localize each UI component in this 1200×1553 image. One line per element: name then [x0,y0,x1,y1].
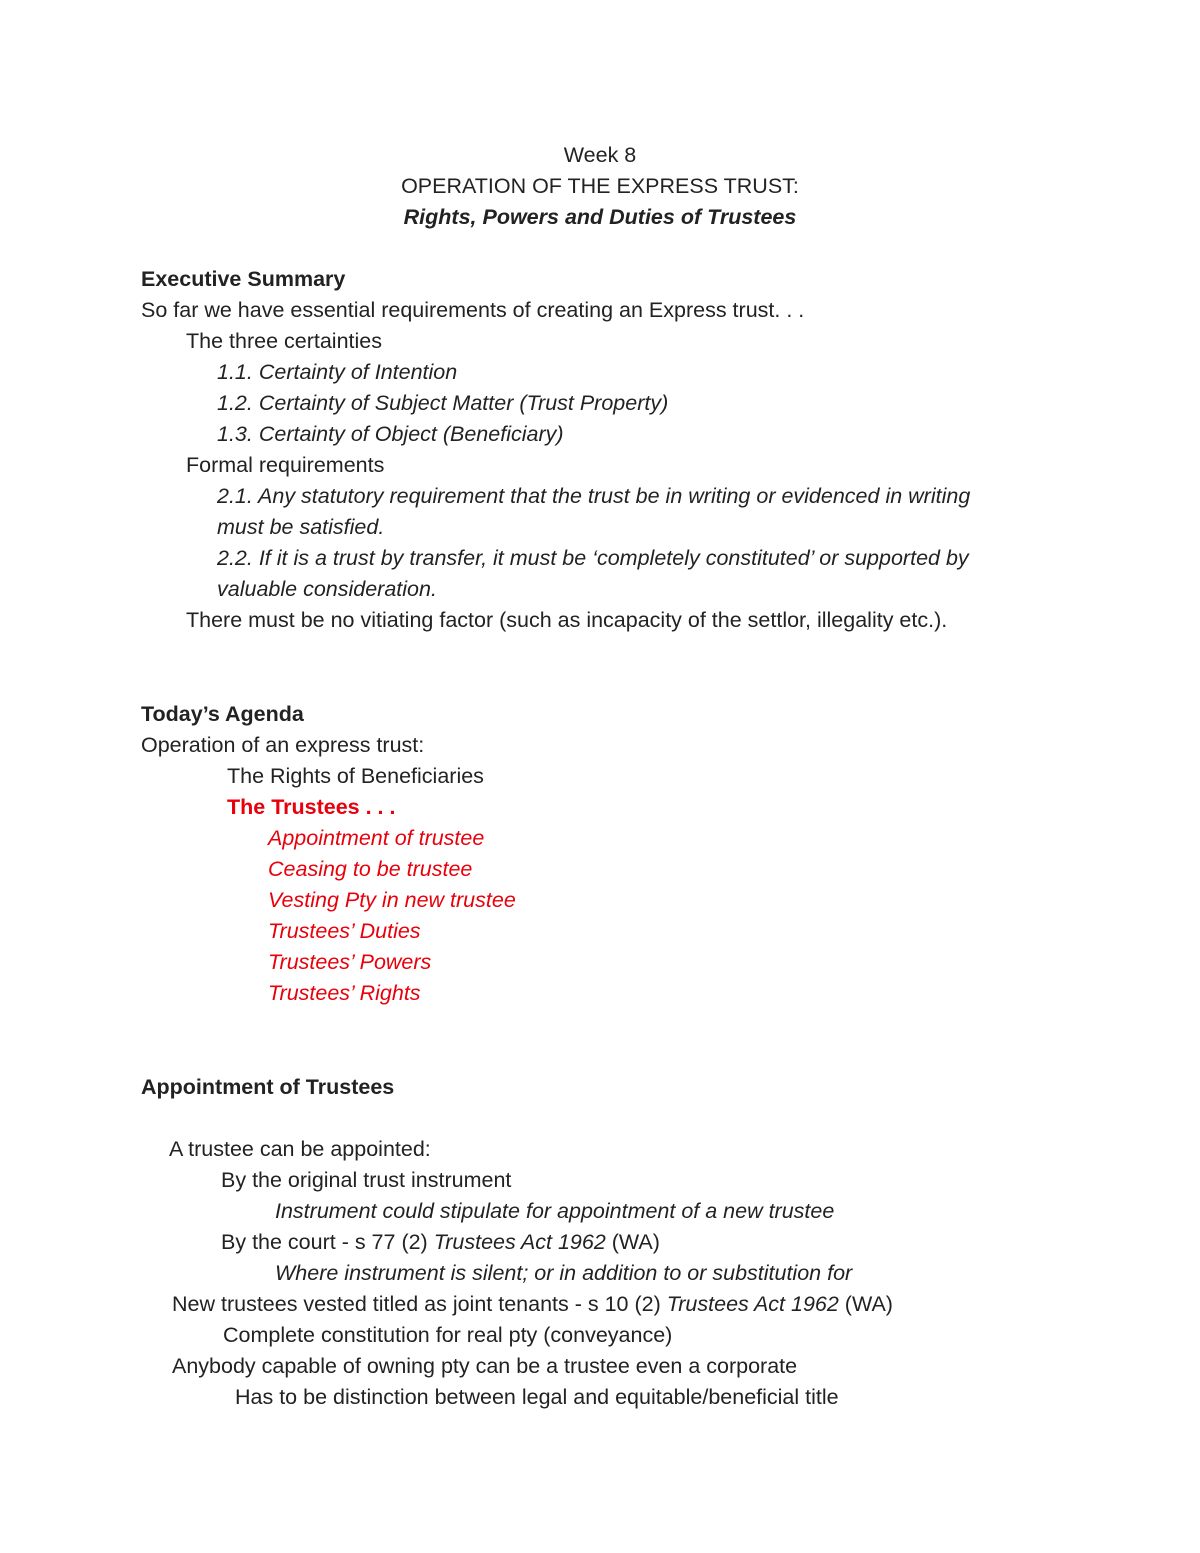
formal-requirement-item: valuable consideration. [217,577,437,601]
joint-section-ref: New trustees vested titled as joint tenants - s 10 (2) [172,1292,667,1316]
document-title: OPERATION OF THE EXPRESS TRUST: [401,174,799,198]
court-note: Where instrument is silent; or in addition to or substitution for [275,1261,853,1285]
vitiating-factor-note: There must be no vitiating factor (such as incapacity of the settlor, illegality etc.). [186,608,948,632]
joint-act-name: Trustees Act 1962 [666,1292,839,1316]
agenda-intro: Operation of an express trust: [141,733,425,757]
appointment-by-instrument: By the original trust instrument [221,1168,512,1192]
certainty-item: 1.2. Certainty of Subject Matter (Trust Property) [217,391,669,415]
agenda-heading: Today’s Agenda [141,702,304,726]
anybody-trustee-note: Anybody capable of owning pty can be a trustee even a corporate [172,1354,798,1378]
formal-requirement-item: 2.2. If it is a trust by transfer, it must be ‘completely constituted’ or supported by [217,546,969,570]
appointment-intro: A trustee can be appointed: [169,1137,431,1161]
complete-constitution-note: Complete constitution for real pty (conveyance) [223,1323,673,1347]
title-distinction-note: Has to be distinction between legal and equitable/beneficial title [235,1385,839,1409]
certainties-label: The three certainties [186,329,382,353]
joint-tenants-note [172,1290,893,1318]
joint-jurisdiction: (WA) [838,1292,893,1316]
formal-requirement-item: must be satisfied. [217,515,385,539]
certainty-item: 1.3. Certainty of Object (Beneficiary) [217,422,564,446]
agenda-trustees-heading: The Trustees . . . [227,795,396,819]
agenda-item: Vesting Pty in new trustee [268,888,516,912]
court-jurisdiction: (WA) [605,1230,660,1254]
certainty-item: 1.1. Certainty of Intention [217,360,458,384]
court-act-name: Trustees Act 1962 [433,1230,606,1254]
agenda-item: Appointment of trustee [268,826,485,850]
agenda-item: Trustees’ Duties [268,919,421,943]
agenda-rights-beneficiaries: The Rights of Beneficiaries [227,764,484,788]
appointment-heading: Appointment of Trustees [141,1075,395,1099]
formal-requirement-item: 2.1. Any statutory requirement that the trust be in writing or evidenced in writing [217,484,971,508]
document-subtitle: Rights, Powers and Duties of Trustees [403,205,797,229]
court-section-ref: By the court - s 77 (2) [221,1230,434,1254]
executive-summary-heading: Executive Summary [141,267,346,291]
appointment-by-court [221,1228,660,1256]
agenda-item: Ceasing to be trustee [268,857,473,881]
week-label: Week 8 [563,143,637,167]
executive-summary-intro: So far we have essential requirements of creating an Express trust. . . [141,298,805,322]
agenda-item: Trustees’ Rights [268,981,421,1005]
agenda-item: Trustees’ Powers [268,950,432,974]
instrument-note: Instrument could stipulate for appointment of a new trustee [275,1199,835,1223]
formal-requirements-label: Formal requirements [186,453,385,477]
